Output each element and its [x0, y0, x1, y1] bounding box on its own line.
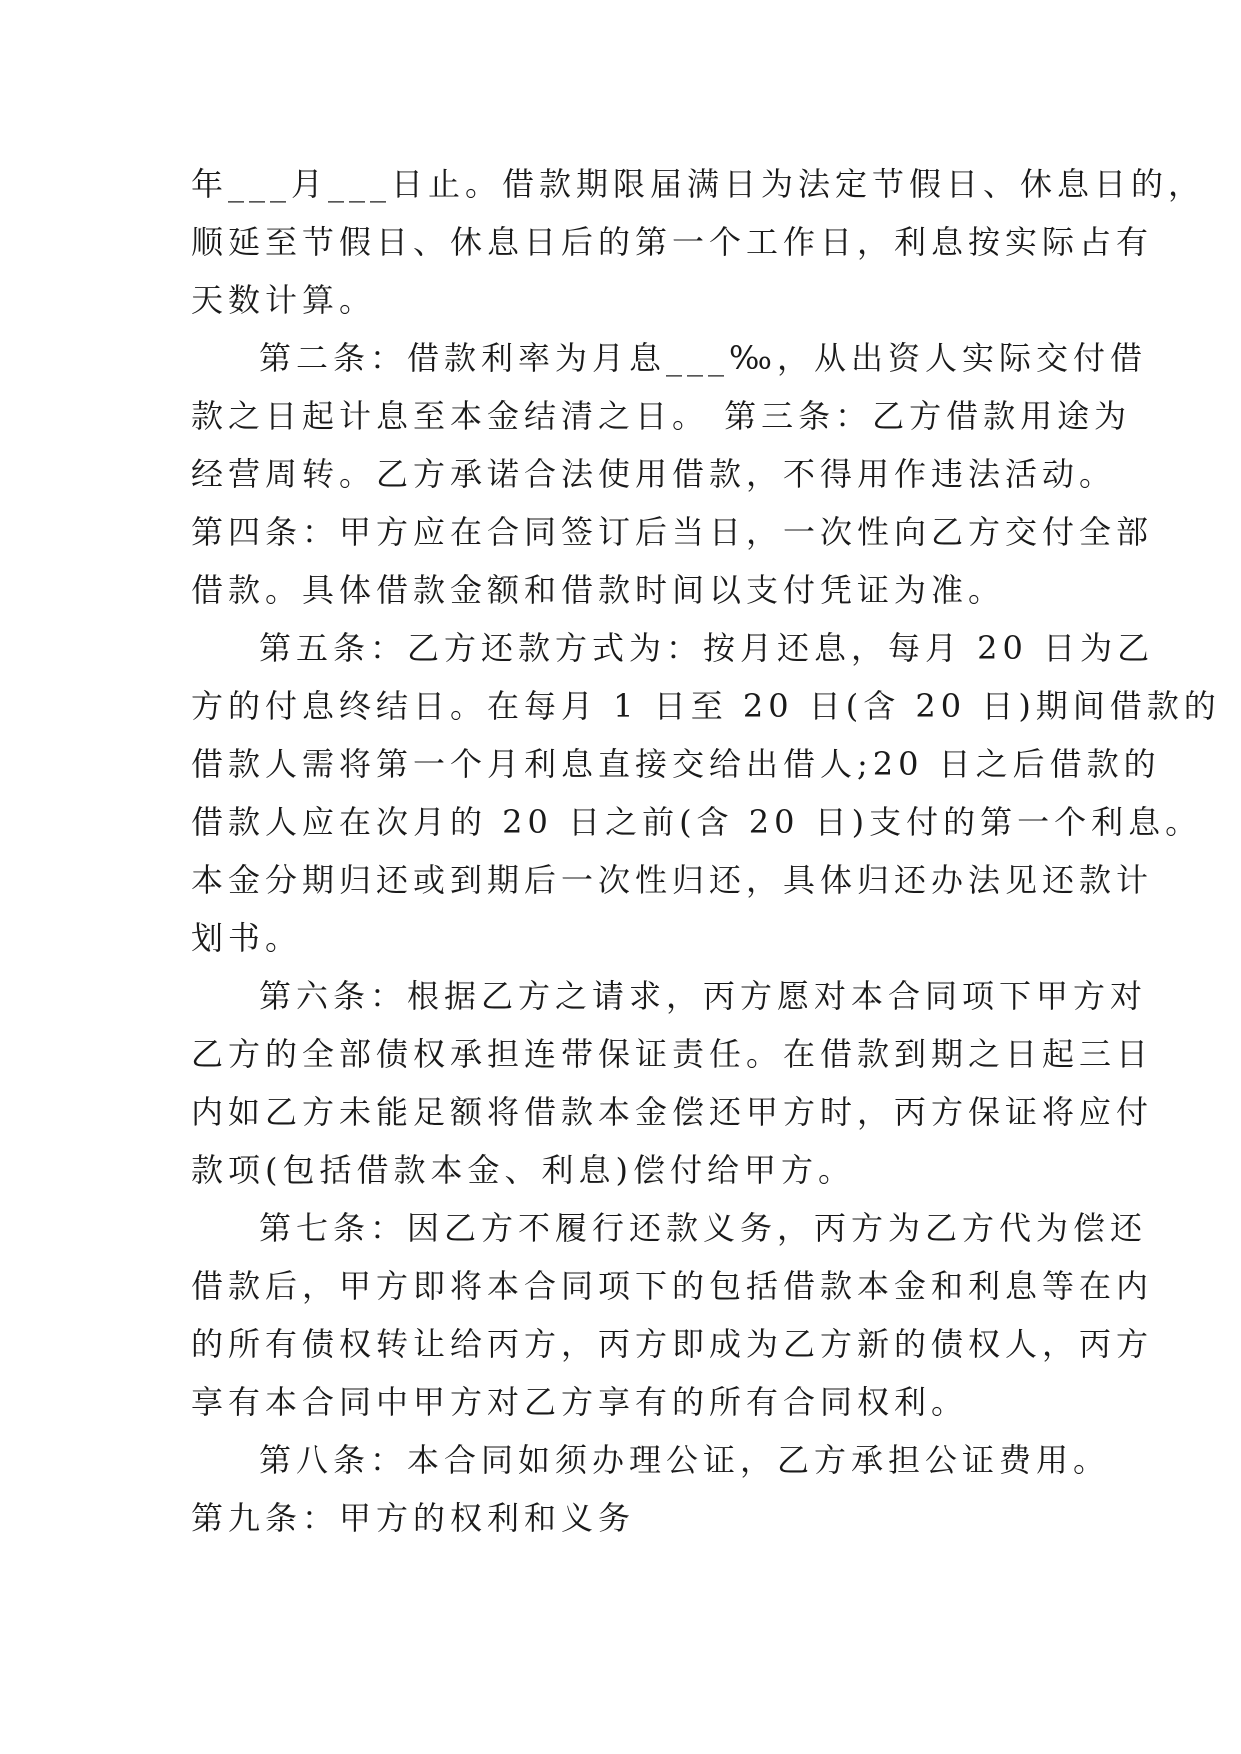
text-line: 款项(包括借款本金、利息)偿付给甲方。: [191, 1151, 855, 1189]
contract-body: [191, 155, 1221, 1547]
text-line: 享有本合同中甲方对乙方享有的所有合同权利。: [191, 1383, 969, 1421]
text-line: 经营周转。乙方承诺合法使用借款，不得用作违法活动。: [191, 455, 1117, 493]
text-line: 方的付息终结日。在每月 1 日至 20 日(含 20 日)期间借款的: [191, 687, 1221, 725]
text-line: 第九条：甲方的权利和义务: [191, 1499, 636, 1537]
text-line: 第二条：借款利率为月息___‰，从出资人实际交付借: [259, 339, 1147, 377]
text-line: 第六条：根据乙方之请求，丙方愿对本合同项下甲方对: [259, 977, 1148, 1015]
text-line: 第五条：乙方还款方式为：按月还息，每月 20 日为乙: [259, 629, 1155, 667]
text-line: 顺延至节假日、休息日后的第一个工作日，利息按实际占有: [191, 223, 1154, 261]
text-line: 天数计算。: [191, 281, 377, 319]
text-line: 第四条：甲方应在合同签订后当日，一次性向乙方交付全部: [191, 513, 1154, 551]
text-line: 借款人需将第一个月利息直接交给出借人;20 日之后借款的: [191, 745, 1161, 783]
text-line: 的所有债权转让给丙方，丙方即成为乙方新的债权人，丙方: [191, 1325, 1154, 1363]
text-line: 第八条：本合同如须办理公证，乙方承担公证费用。: [259, 1441, 1111, 1479]
text-line: 借款后，甲方即将本合同项下的包括借款本金和利息等在内: [191, 1267, 1154, 1305]
text-line: 内如乙方未能足额将借款本金偿还甲方时，丙方保证将应付: [191, 1093, 1154, 1131]
text-line: 划书。: [191, 919, 303, 957]
text-line: 款之日起计息至本金结清之日。 第三条：乙方借款用途为: [191, 397, 1132, 435]
text-line: 第七条：因乙方不履行还款义务，丙方为乙方代为偿还: [259, 1209, 1148, 1247]
text-line: 借款。具体借款金额和借款时间以支付凭证为准。: [191, 571, 1006, 609]
text-line: 借款人应在次月的 20 日之前(含 20 日)支付的第一个利息。: [191, 803, 1203, 841]
text-line: 本金分期归还或到期后一次性归还，具体归还办法见还款计: [191, 861, 1154, 899]
text-line: 乙方的全部债权承担连带保证责任。在借款到期之日起三日: [191, 1035, 1154, 1073]
text-line: 年___月___日止。借款期限届满日为法定节假日、休息日的，: [191, 165, 1206, 203]
